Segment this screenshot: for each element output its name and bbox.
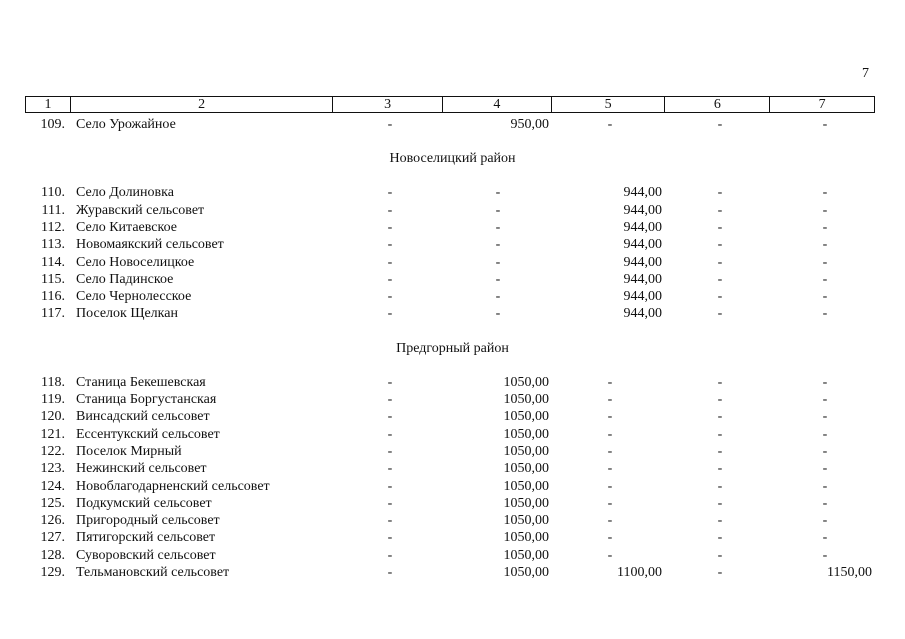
col-6-value: - <box>717 306 723 322</box>
col-7-value: - <box>822 513 828 529</box>
row-number: 117. <box>41 306 65 322</box>
col-3-value: - <box>387 443 393 459</box>
header-col-5: 5 <box>552 97 666 112</box>
row-number: 127. <box>40 530 65 546</box>
col-6-value: - <box>717 202 723 218</box>
col-5-value: - <box>607 495 613 511</box>
col-4-value: - <box>495 289 501 305</box>
row-number: 126. <box>40 513 65 529</box>
col-5-value: - <box>607 513 613 529</box>
col-5-value: 944,00 <box>623 219 662 235</box>
col-7-value: - <box>822 237 828 253</box>
table-row <box>0 202 905 219</box>
settlement-name: Пригородный сельсовет <box>76 513 220 529</box>
col-3-value: - <box>387 478 393 494</box>
col-5-value: 1100,00 <box>617 565 662 580</box>
col-3-value: - <box>387 117 393 132</box>
col-7-value: - <box>822 495 828 511</box>
table-row <box>0 288 905 305</box>
col-6-value: - <box>717 185 723 201</box>
col-6-value: - <box>717 219 723 235</box>
row-number: 111. <box>41 202 65 218</box>
col-4-value: 1050,00 <box>503 565 549 580</box>
settlement-name: Село Китаевское <box>76 219 177 235</box>
col-6-value: - <box>717 461 723 477</box>
col-6-value: - <box>717 289 723 305</box>
col-4-value: - <box>495 254 501 270</box>
settlement-name: Ессентукский сельсовет <box>76 426 220 442</box>
col-5-value: - <box>607 392 613 407</box>
row-number: 129. <box>40 565 65 580</box>
table-row <box>0 219 905 236</box>
col-6-value: - <box>717 478 723 494</box>
table-row <box>0 271 905 288</box>
row-number: 128. <box>40 547 65 563</box>
col-6-value: - <box>717 409 723 425</box>
col-7-value: - <box>822 289 828 305</box>
col-5-value: - <box>607 478 613 494</box>
col-6-value: - <box>717 392 723 407</box>
header-col-2: 2 <box>71 97 333 112</box>
col-6-value: - <box>717 565 723 580</box>
settlement-name: Подкумский сельсовет <box>76 495 212 511</box>
table-row <box>0 564 905 581</box>
table-row <box>0 236 905 253</box>
col-6-value: - <box>717 426 723 442</box>
col-3-value: - <box>387 547 393 563</box>
col-4-value: 1050,00 <box>503 478 549 494</box>
col-3-value: - <box>387 409 393 425</box>
col-3-value: - <box>387 374 393 390</box>
col-4-value: - <box>495 237 501 253</box>
col-7-value: - <box>822 409 828 425</box>
table-row <box>0 426 905 443</box>
settlement-name: Новоблагодарненский сельсовет <box>76 478 270 494</box>
header-col-1: 1 <box>26 97 71 112</box>
table-row <box>0 116 905 133</box>
settlement-name: Нежинский сельсовет <box>76 461 207 477</box>
col-6-value: - <box>717 495 723 511</box>
col-7-value: - <box>822 219 828 235</box>
table-row <box>0 460 905 477</box>
settlement-name: Станица Бекешевская <box>76 374 206 390</box>
col-7-value: - <box>822 530 828 546</box>
settlement-name: Поселок Мирный <box>76 443 182 459</box>
col-7-value: - <box>822 392 828 407</box>
col-6-value: - <box>717 374 723 390</box>
col-3-value: - <box>387 289 393 305</box>
col-4-value: 1050,00 <box>503 513 549 529</box>
settlement-name: Село Чернолесское <box>76 289 192 305</box>
col-4-value: 1050,00 <box>503 547 549 563</box>
col-4-value: 1050,00 <box>503 443 549 459</box>
col-3-value: - <box>387 461 393 477</box>
settlement-name: Станица Боргустанская <box>76 392 217 407</box>
col-3-value: - <box>387 185 393 201</box>
col-3-value: - <box>387 271 393 287</box>
col-3-value: - <box>387 513 393 529</box>
row-number: 112. <box>41 219 65 235</box>
settlement-name: Винсадский сельсовет <box>76 409 210 425</box>
col-7-value: - <box>822 443 828 459</box>
col-4-value: 950,00 <box>510 117 549 132</box>
col-3-value: - <box>387 306 393 322</box>
col-6-value: - <box>717 117 723 132</box>
section-title: Новоселицкий район <box>389 151 516 167</box>
table-row <box>0 512 905 529</box>
col-5-value: 944,00 <box>623 306 662 322</box>
col-7-value: - <box>822 547 828 563</box>
col-6-value: - <box>717 513 723 529</box>
row-number: 123. <box>40 461 65 477</box>
col-7-value: - <box>822 254 828 270</box>
col-4-value: - <box>495 306 501 322</box>
col-5-value: 944,00 <box>623 237 662 253</box>
settlement-name: Село Долиновка <box>76 185 174 201</box>
col-4-value: - <box>495 185 501 201</box>
col-3-value: - <box>387 219 393 235</box>
col-4-value: 1050,00 <box>503 495 549 511</box>
col-5-value: - <box>607 547 613 563</box>
row-number: 113. <box>41 237 65 253</box>
col-5-value: 944,00 <box>623 202 662 218</box>
col-6-value: - <box>717 443 723 459</box>
col-6-value: - <box>717 547 723 563</box>
row-number: 114. <box>41 254 65 270</box>
col-4-value: - <box>495 271 501 287</box>
row-number: 122. <box>40 443 65 459</box>
settlement-name: Село Падинское <box>76 271 174 287</box>
row-number: 119. <box>41 392 65 407</box>
col-5-value: 944,00 <box>623 185 662 201</box>
col-5-value: 944,00 <box>623 289 662 305</box>
settlement-name: Поселок Щелкан <box>76 306 178 322</box>
row-number: 110. <box>41 185 65 201</box>
settlement-name: Пятигорский сельсовет <box>76 530 216 546</box>
col-7-value: 1150,00 <box>827 565 872 580</box>
row-number: 118. <box>41 374 65 390</box>
settlement-name: Суворовский сельсовет <box>76 547 216 563</box>
table-row <box>0 443 905 460</box>
col-4-value: 1050,00 <box>503 530 549 546</box>
col-6-value: - <box>717 254 723 270</box>
col-3-value: - <box>387 495 393 511</box>
col-3-value: - <box>387 237 393 253</box>
col-4-value: 1050,00 <box>503 409 549 425</box>
table-row <box>0 254 905 271</box>
settlement-name: Журавский сельсовет <box>76 202 205 218</box>
table-row <box>0 547 905 564</box>
col-7-value: - <box>822 185 828 201</box>
col-7-value: - <box>822 117 828 132</box>
page-number: 7 <box>862 66 869 81</box>
table-row <box>0 529 905 546</box>
table-row <box>0 184 905 201</box>
row-number: 115. <box>41 271 65 287</box>
col-4-value: 1050,00 <box>503 426 549 442</box>
col-4-value: 1050,00 <box>503 461 549 477</box>
table-row <box>0 391 905 408</box>
settlement-name: Село Урожайное <box>76 117 176 132</box>
table-row <box>0 408 905 425</box>
header-col-4: 4 <box>443 97 552 112</box>
col-6-value: - <box>717 237 723 253</box>
col-7-value: - <box>822 478 828 494</box>
table-row <box>0 305 905 322</box>
col-4-value: 1050,00 <box>503 392 549 407</box>
row-number: 116. <box>41 289 65 305</box>
col-3-value: - <box>387 392 393 407</box>
col-3-value: - <box>387 426 393 442</box>
col-7-value: - <box>822 374 828 390</box>
header-col-3: 3 <box>333 97 443 112</box>
col-5-value: - <box>607 374 613 390</box>
col-3-value: - <box>387 254 393 270</box>
col-4-value: - <box>495 202 501 218</box>
col-7-value: - <box>822 271 828 287</box>
col-5-value: - <box>607 117 613 132</box>
section-title: Предгорный район <box>396 340 509 356</box>
table-row <box>0 495 905 512</box>
col-7-value: - <box>822 461 828 477</box>
col-3-value: - <box>387 202 393 218</box>
settlement-name: Тельмановский сельсовет <box>76 565 230 580</box>
table-header <box>25 96 875 113</box>
col-3-value: - <box>387 565 393 580</box>
header-col-7: 7 <box>818 97 826 112</box>
row-number: 109. <box>40 117 65 132</box>
col-6-value: - <box>717 530 723 546</box>
table-row <box>0 374 905 391</box>
col-5-value: 944,00 <box>623 254 662 270</box>
row-number: 125. <box>40 495 65 511</box>
col-4-value: 1050,00 <box>503 374 549 390</box>
col-4-value: - <box>495 219 501 235</box>
col-5-value: - <box>607 426 613 442</box>
table-row <box>0 478 905 495</box>
col-7-value: - <box>822 426 828 442</box>
row-number: 120. <box>40 409 65 425</box>
col-5-value: - <box>607 443 613 459</box>
row-number: 124. <box>40 478 65 494</box>
col-3-value: - <box>387 530 393 546</box>
col-7-value: - <box>822 202 828 218</box>
col-5-value: - <box>607 461 613 477</box>
settlement-name: Село Новоселицкое <box>76 254 195 270</box>
col-5-value: - <box>607 530 613 546</box>
col-6-value: - <box>717 271 723 287</box>
col-5-value: - <box>607 409 613 425</box>
settlement-name: Новомаякский сельсовет <box>76 237 224 253</box>
col-5-value: 944,00 <box>623 271 662 287</box>
row-number: 121. <box>40 426 65 442</box>
header-col-6: 6 <box>665 97 770 112</box>
col-7-value: - <box>822 306 828 322</box>
